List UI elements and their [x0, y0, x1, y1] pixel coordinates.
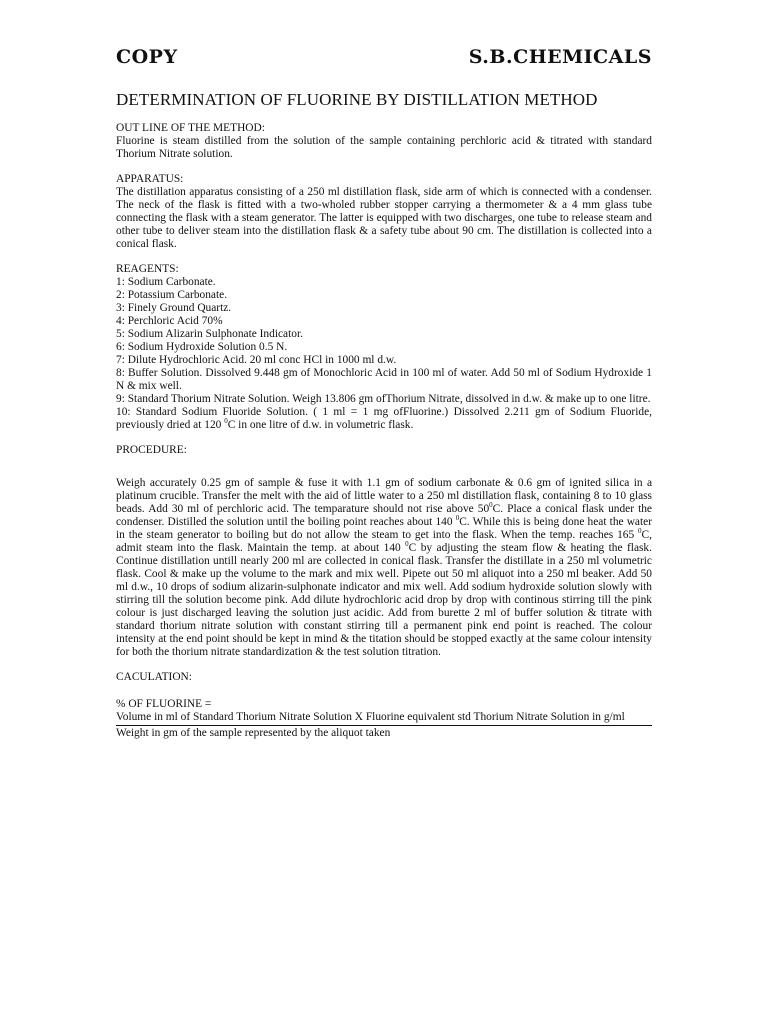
document-title: DETERMINATION OF FLUORINE BY DISTILLATION METHOD — [116, 90, 598, 109]
degree-superscript: 0 — [224, 417, 228, 426]
procedure-heading: PROCEDURE: — [116, 444, 187, 456]
procedure-text: Weigh accurately 0.25 gm of sample & fuse it with 1.1 gm of sodium carbonate & 0.6 gm of ignited silica in a platinum crucible. Transfer the melt with the aid of little water to a 250 ml distillation flask, containing 8 to 10 glass beads. Add 30 ml of perchloric acid. The temparature should not rise above $50^0C$. Place a conical flask under the condenser. Distilled the solution until the boiling point reaches about 140 $^0$C. While this is being done heat the water in the steam generator to boiling but do not allow the steam to get into the flask. When the temp. reaches 165 $^0$C, admit steam into the flask. Maintain the temp. at about 140 $^0$C by adjusting the steam flow & heating the flask. Continue distillation untill nearly 200 ml are collected in conical flask. Transfer the distillate in a 250 ml volumetric flask. Cool & make up the volume to the mark and mix well. Pipete out 50 ml aliquot into a 250 ml beaker. Add 50 ml d.w., 10 drops of sodium alizarin-sulphonate indicator and mix well. Add sodium hydroxide solution slowly with stirring till the solution become pink. Add dilute hydrochloric acid drop by drop with continous stirring till the pink colour is just discharged leaving the solution just acidic. Add from burette 2 ml of buffer solution & titrate with standard thorium nitrate solution with constant stirring till a permanent pink end point is reached. The colour intensity at the end point should be kept in mind & the titation should be stopped exactly at the same colour intensity for both the thorium nitrate standardization & the test solution titration. — [116, 477, 652, 658]
reagents-heading: REAGENTS: — [116, 263, 179, 275]
page-header — [116, 46, 652, 68]
reagent-item: 5: Sodium Alizarin Sulphonate Indicator. — [116, 328, 303, 340]
formula-numerator: Volume in ml of Standard Thorium Nitrate Solution X Fluorine equivalent std Thorium Nitrate Solution in g/ml — [116, 711, 652, 726]
document-body — [116, 122, 652, 752]
calculation-heading: CACULATION: — [116, 671, 192, 683]
reagent-item: 7: Dilute Hydrochloric Acid. 20 ml conc HCl in 1000 ml d.w. — [116, 354, 397, 366]
outline-section — [116, 122, 652, 161]
formula-denominator: Weight in gm of the sample represented by the aliquot taken — [116, 727, 391, 739]
outline-text: Fluorine is steam distilled from the solution of the sample containing perchloric acid & titrated with standard Thorium Nitrate solution. — [116, 135, 652, 160]
apparatus-heading: APPARATUS: — [116, 173, 184, 185]
reagents-section — [116, 263, 652, 432]
procedure-section — [116, 444, 652, 659]
calculation-section — [116, 671, 652, 740]
degree-superscript: 0 — [638, 527, 642, 536]
reagent-item: 6: Sodium Hydroxide Solution 0.5 N. — [116, 341, 288, 353]
degree-superscript: 0 — [489, 501, 493, 510]
reagent-item: 1: Sodium Carbonate. — [116, 276, 216, 288]
reagent-item: 9: Standard Thorium Nitrate Solution. Weigh 13.806 gm ofThorium Nitrate, dissolved in d.w. & make up to one litre. — [116, 393, 651, 405]
apparatus-section — [116, 173, 652, 251]
reagent-item: 8: Buffer Solution. Dissolved 9.448 gm of Monochloric Acid in 100 ml of water. Add 50 ml of Sodium Hydroxide 1 N & mix well. — [116, 367, 652, 392]
reagent-item: 3: Finely Ground Quartz. — [116, 302, 232, 314]
copy-label: COPY — [116, 46, 178, 68]
reagent-item: 4: Perchloric Acid 70% — [116, 315, 223, 327]
reagent-item: 2: Potassium Carbonate. — [116, 289, 228, 301]
outline-heading: OUT LINE OF THE METHOD: — [116, 122, 265, 134]
degree-superscript: 0 — [455, 514, 460, 523]
reagents-list — [116, 276, 652, 432]
reagent-item: 10: Standard Sodium Fluoride Solution. ( 1 ml = 1 mg ofFluorine.) Dissolved 2.211 gm of Sodium Fluoride, previously dried at 120 $^0$C in one litre of d.w. in volumetric flask. — [116, 406, 652, 431]
degree-superscript: 0 — [405, 540, 409, 549]
formula-label: % OF FLUORINE = — [116, 698, 212, 710]
apparatus-text: The distillation apparatus consisting of a 250 ml distillation flask, side arm of which is connected with a condenser. The neck of the flask is fitted with a two-wholed rubber stopper carrying a thermometer & a 4 mm glass tube connecting the flask with a steam generator. The latter is equipped with two discharges, one tube to release steam and other tube to deliver steam into the distillation flask & a safety tube about 90 cm. The distillation is collected into a conical flask. — [116, 186, 652, 250]
company-name: S.B.CHEMICALS — [468, 46, 652, 68]
